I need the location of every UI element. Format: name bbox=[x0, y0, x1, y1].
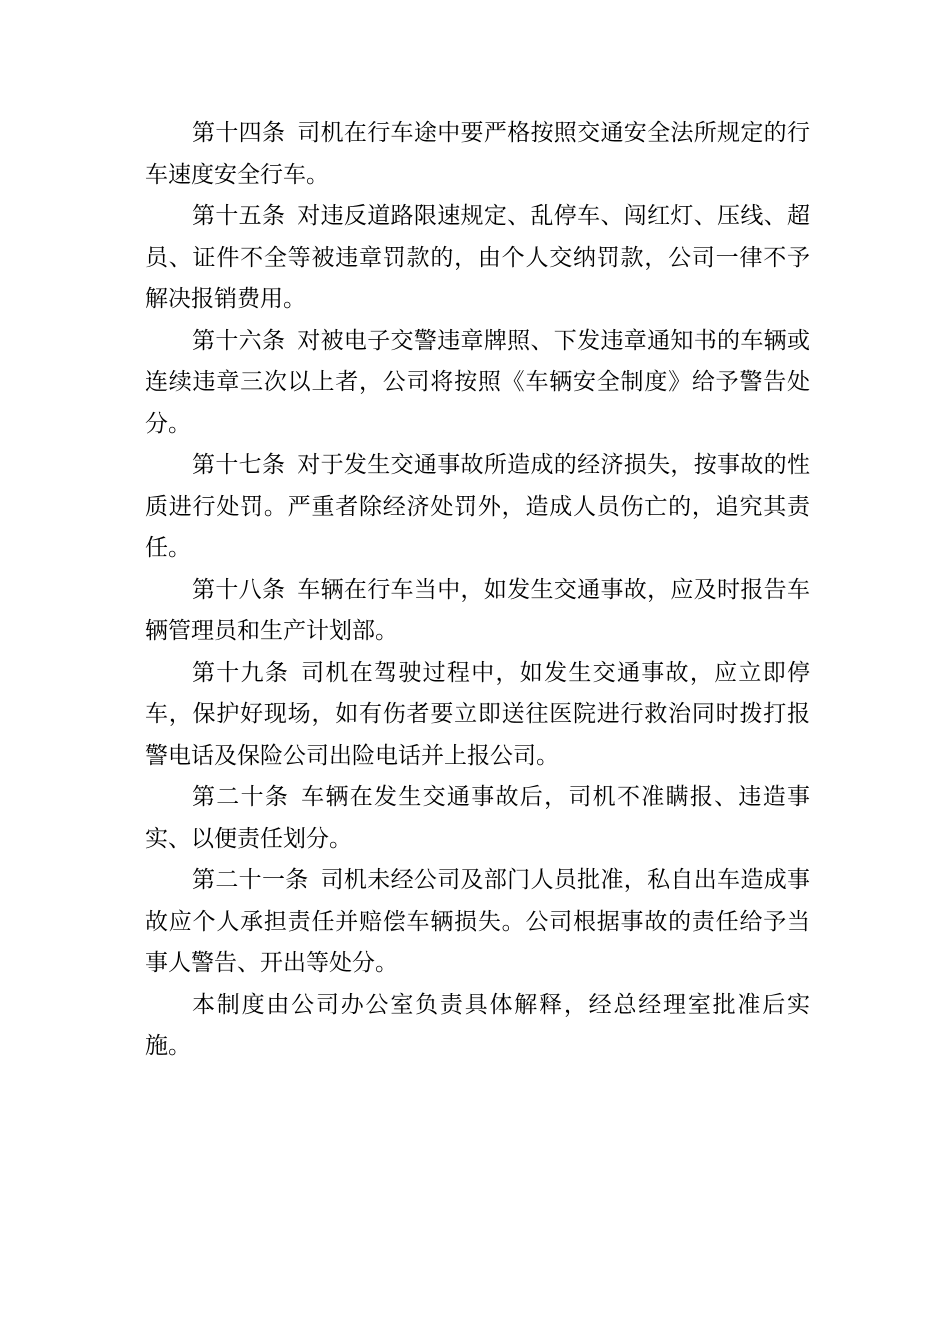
article-19-paragraph bbox=[145, 653, 810, 778]
article-16-paragraph bbox=[145, 321, 810, 446]
article-number: 第十六条 bbox=[192, 327, 286, 354]
article-number: 第二十条 bbox=[192, 784, 290, 810]
article-18-paragraph bbox=[145, 570, 810, 653]
closing-text: 本制度由公司办公室负责具体解释，经总经理室批准后实施。 bbox=[145, 991, 810, 1059]
closing-paragraph bbox=[145, 985, 810, 1068]
article-number: 第十五条 bbox=[192, 203, 286, 229]
article-number: 第十四条 bbox=[192, 120, 286, 146]
article-text: 对违反道路限速规定、乱停车、闯红灯、压线、超员、证件不全等被违章罚款的，由个人交纳罚款，公司一律不予解决报销费用。 bbox=[145, 203, 811, 312]
document-body bbox=[145, 113, 810, 1068]
article-text: 车辆在发生交通事故后，司机不准瞒报、违造事实、以便责任划分。 bbox=[145, 784, 811, 852]
article-number: 第十八条 bbox=[192, 576, 286, 603]
article-text: 车辆在行车当中，如发生交通事故，应及时报告车辆管理员和生产计划部。 bbox=[145, 576, 811, 644]
article-number: 第二十一条 bbox=[192, 867, 309, 893]
article-text: 对被电子交警违章牌照、下发违章通知书的车辆或连续违章三次以上者，公司将按照《车辆安全制度》给予警告处分。 bbox=[145, 327, 811, 437]
article-15-paragraph bbox=[145, 196, 810, 321]
article-14-paragraph bbox=[145, 113, 810, 196]
article-text: 司机未经公司及部门人员批准，私自出车造成事故应个人承担责任并赔偿车辆损失。公司根据事故的责任给予当事人警告、开出等处分。 bbox=[145, 867, 811, 976]
article-text: 司机在驾驶过程中，如发生交通事故，应立即停车，保护好现场，如有伤者要立即送往医院进行救治同时拨打报警电话及保险公司出险电话并上报公司。 bbox=[145, 659, 811, 769]
article-number: 第十九条 bbox=[192, 659, 290, 686]
article-20-paragraph bbox=[145, 777, 810, 860]
article-text: 司机在行车途中要严格按照交通安全法所规定的行车速度安全行车。 bbox=[145, 120, 811, 188]
article-21-paragraph bbox=[145, 860, 810, 985]
article-17-paragraph bbox=[145, 445, 810, 570]
article-number: 第十七条 bbox=[192, 452, 286, 478]
article-text: 对于发生交通事故所造成的经济损失，按事故的性质进行处罚。严重者除经济处罚外，造成人员伤亡的，追究其责任。 bbox=[145, 452, 811, 561]
